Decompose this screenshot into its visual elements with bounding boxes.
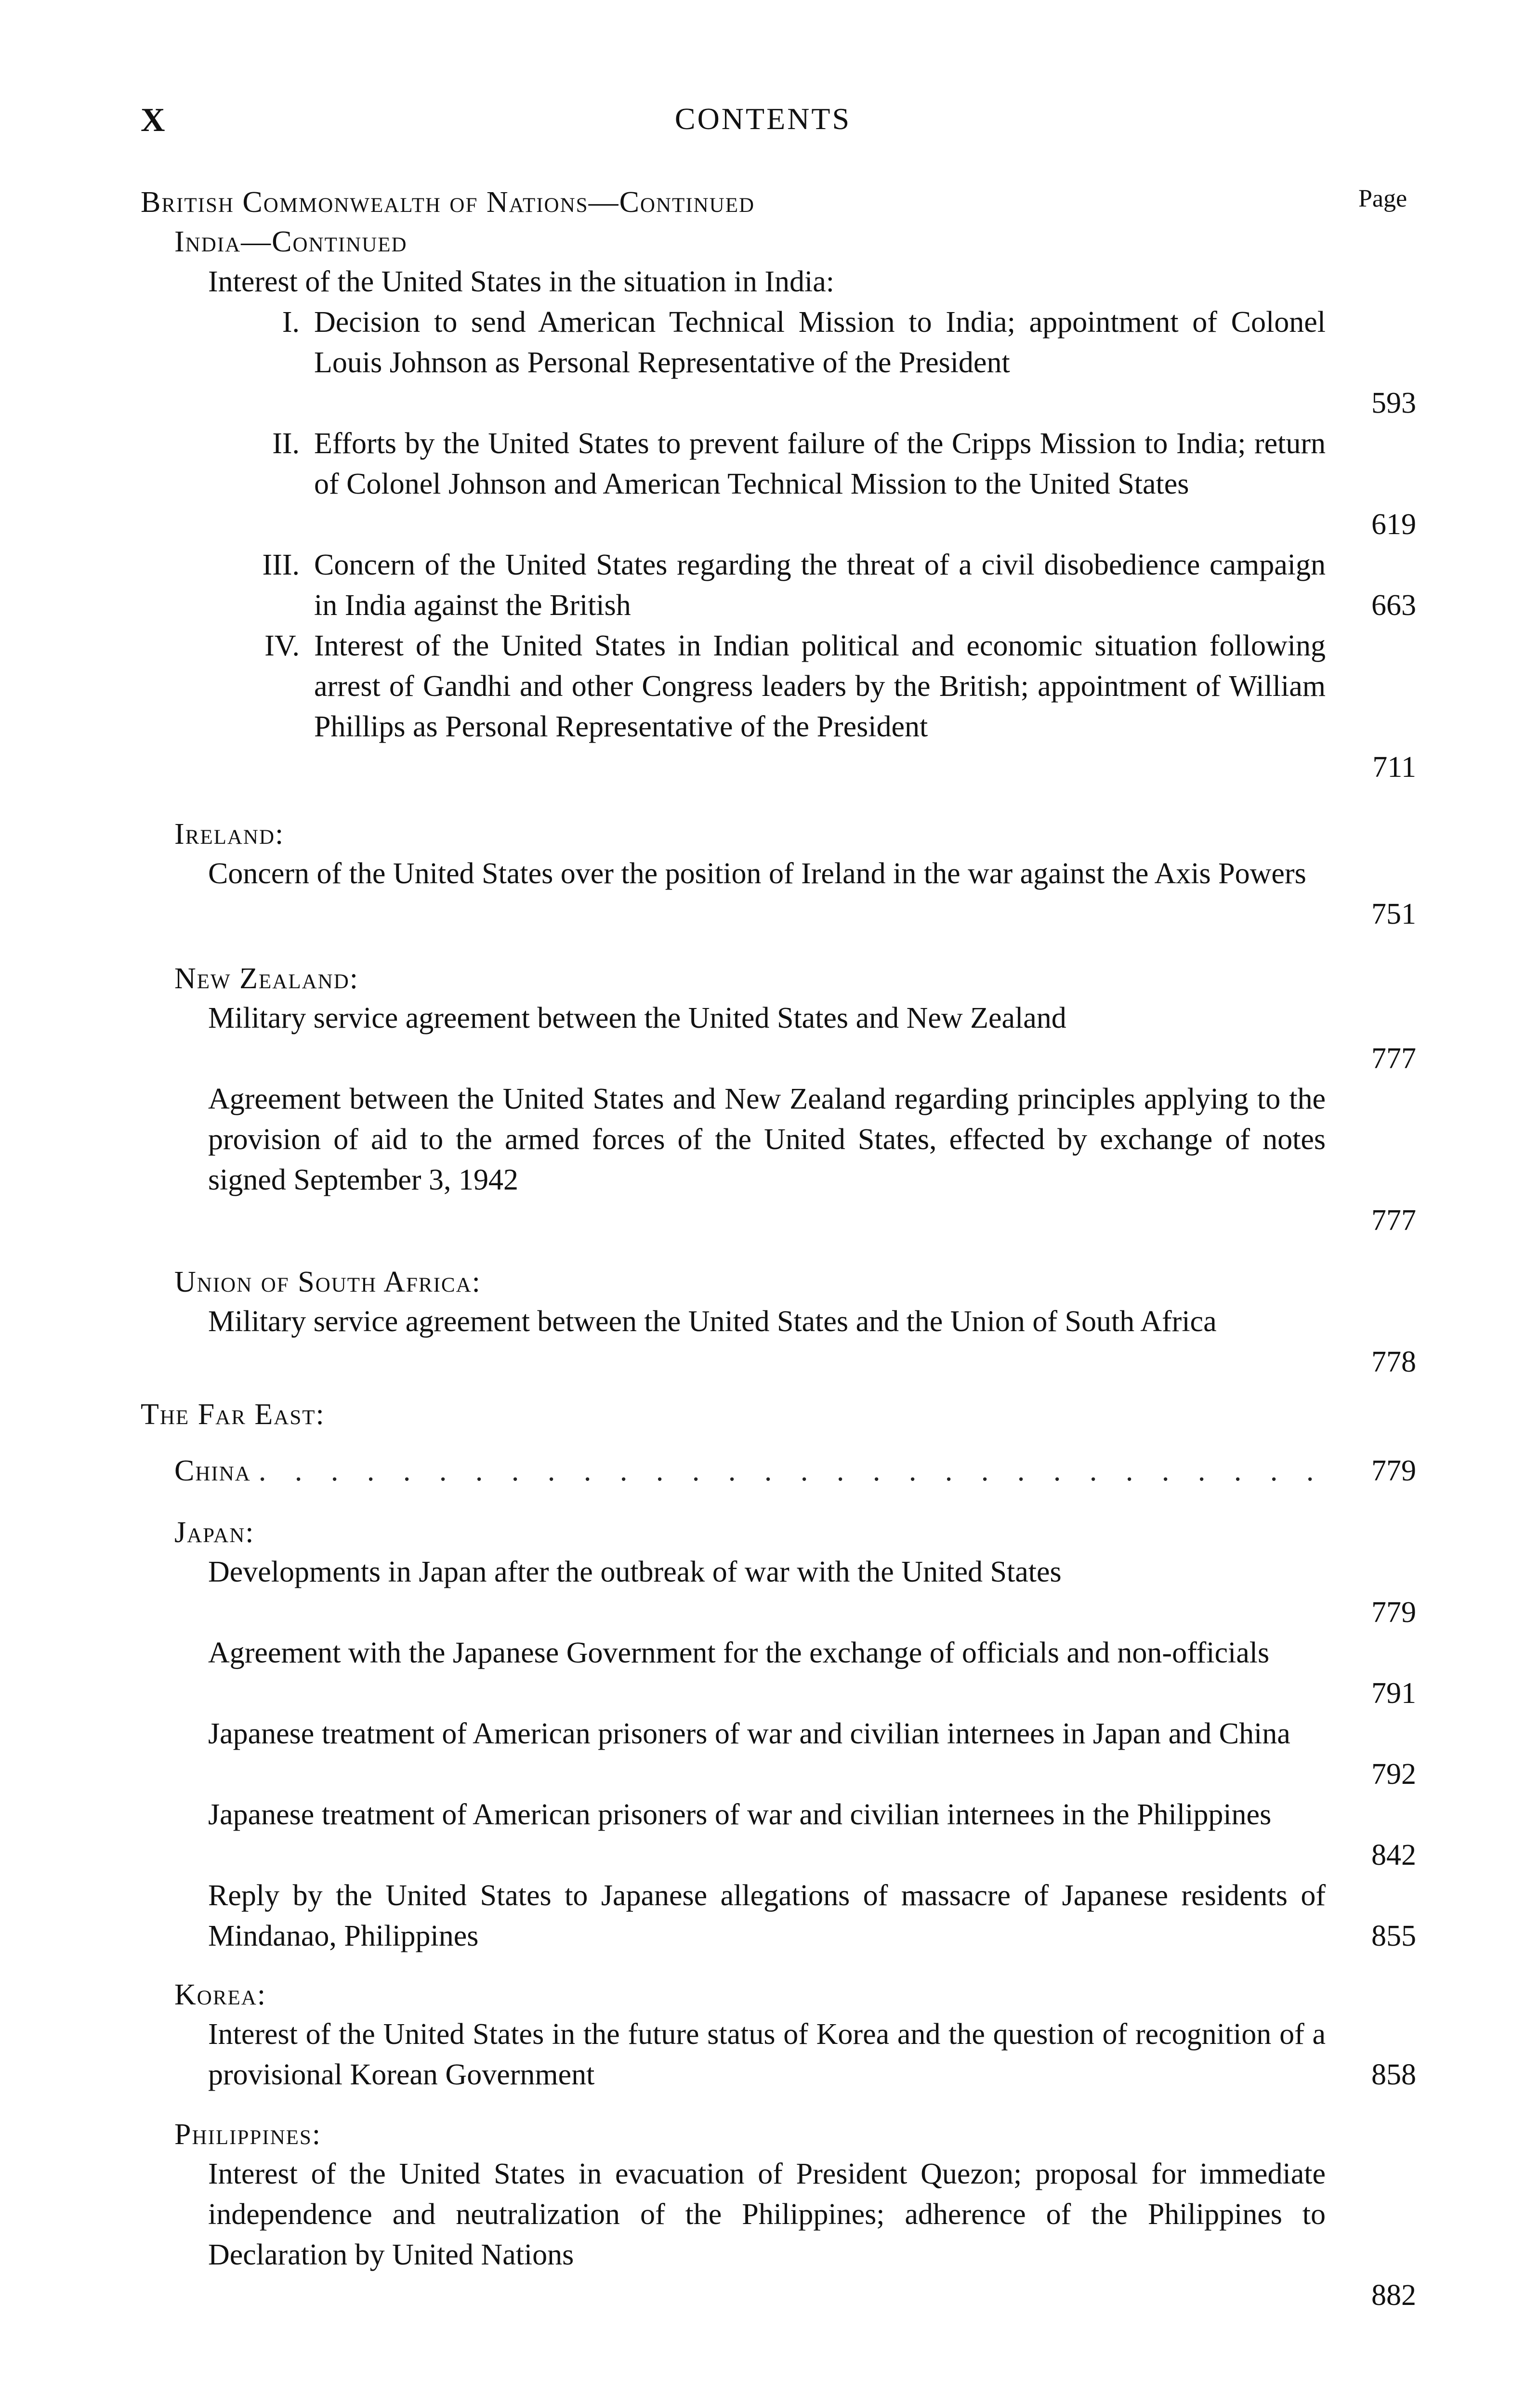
subsection-heading-new-zealand: New Zealand: bbox=[174, 962, 359, 995]
entry-numeral: II. bbox=[272, 427, 300, 460]
entry-numeral: I. bbox=[282, 306, 300, 339]
entry-page-ref: 882 bbox=[1371, 2279, 1416, 2312]
running-title: CONTENTS bbox=[674, 102, 852, 136]
india-intro: Interest of the United States in the situation in India: bbox=[208, 265, 835, 298]
entry-page-ref: 711 bbox=[1372, 751, 1416, 784]
toc-entry-south-africa-1[interactable] bbox=[208, 1301, 1326, 1382]
entry-text: Interest of the United States in evacuation of President Quezon; proposal for immediate independence and neutralization of the Philippines; adherence of the Philippines to Declaration by United Nations bbox=[208, 2158, 1326, 2271]
entry-page-ref: 593 bbox=[1371, 387, 1416, 419]
entry-page-ref: 777 bbox=[1371, 1204, 1416, 1237]
entry-text: Efforts by the United States to prevent failure of the Cripps Mission to India; return of Colonel Johnson and American Technical Mission to the United States bbox=[314, 427, 1326, 500]
entry-text: Reply by the United States to Japanese allegations of massacre of Japanese residents of Mindanao, Philippines bbox=[208, 1879, 1326, 1952]
page-column-label: Page bbox=[1358, 185, 1408, 212]
entry-page-ref: 779 bbox=[1371, 1596, 1416, 1629]
entry-page-ref: 842 bbox=[1371, 1839, 1416, 1871]
entry-text: Developments in Japan after the outbreak of war with the United States bbox=[208, 1556, 1062, 1588]
entry-page-ref: 858 bbox=[1371, 2058, 1416, 2091]
entry-page-ref: 619 bbox=[1371, 508, 1416, 541]
entry-page-ref: 751 bbox=[1371, 898, 1416, 930]
subsection-heading-ireland: Ireland: bbox=[174, 818, 285, 851]
section-heading-far-east: The Far East: bbox=[141, 1398, 325, 1431]
toc-entry-india-2[interactable] bbox=[314, 423, 1326, 545]
entry-text: Decision to send American Technical Mission to India; appointment of Colonel Louis Johnson as Personal Representative of the President bbox=[314, 306, 1326, 379]
entry-page-ref: 791 bbox=[1371, 1677, 1416, 1710]
entry-text: Concern of the United States over the position of Ireland in the war against the Axis Powers bbox=[208, 857, 1306, 890]
dot-leader bbox=[259, 1451, 1321, 1491]
subsection-heading-india: India—Continued bbox=[174, 225, 408, 258]
toc-entry-japan-5[interactable] bbox=[208, 1875, 1326, 1956]
toc-entry-new-zealand-2[interactable] bbox=[208, 1079, 1326, 1241]
toc-entry-china[interactable] bbox=[174, 1451, 1326, 1491]
toc-entry-new-zealand-1[interactable] bbox=[208, 998, 1326, 1079]
subsection-heading-philippines: Philippines: bbox=[174, 2118, 322, 2151]
entry-text: Concern of the United States regarding the threat of a civil disobedience campaign in India against the British bbox=[314, 549, 1326, 622]
entry-text: Japanese treatment of American prisoners of war and civilian internees in the Philippines bbox=[208, 1798, 1272, 1831]
subsection-heading-korea: Korea: bbox=[174, 1978, 267, 2011]
entry-text: Agreement with the Japanese Government for the exchange of officials and non-officials bbox=[208, 1636, 1270, 1669]
toc-entry-japan-2[interactable] bbox=[208, 1633, 1326, 1714]
subsection-heading-china: China bbox=[174, 1454, 251, 1487]
entry-numeral: III. bbox=[262, 549, 300, 581]
toc-entry-japan-4[interactable] bbox=[208, 1794, 1326, 1875]
entry-text: Japanese treatment of American prisoners of war and civilian internees in Japan and China bbox=[208, 1717, 1290, 1750]
page-number: X bbox=[141, 102, 165, 139]
entry-page-ref: 663 bbox=[1371, 589, 1416, 622]
entry-page-ref: 778 bbox=[1371, 1346, 1416, 1378]
toc-entry-japan-1[interactable] bbox=[208, 1552, 1326, 1633]
entry-text: Interest of the United States in Indian political and economic situation following arrest of Gandhi and other Congress leaders by the British; appointment of William Phillips as Personal Representative of the President bbox=[314, 629, 1326, 743]
toc-entry-korea-1[interactable] bbox=[208, 2014, 1326, 2095]
section-heading-british-commonwealth: British Commonwealth of Nations—Continued bbox=[141, 186, 755, 219]
entry-page-ref: 855 bbox=[1371, 1920, 1416, 1952]
entry-page-ref: 792 bbox=[1371, 1758, 1416, 1791]
subsection-heading-japan: Japan: bbox=[174, 1516, 255, 1549]
entry-text: Interest of the United States in the future status of Korea and the question of recognition of a provisional Korean Government bbox=[208, 2018, 1326, 2091]
toc-entry-japan-3[interactable] bbox=[208, 1714, 1326, 1794]
entry-page-ref: 779 bbox=[1371, 1454, 1416, 1487]
subsection-heading-south-africa: Union of South Africa: bbox=[174, 1266, 481, 1298]
toc-entry-philippines-1[interactable] bbox=[208, 2154, 1326, 2316]
toc-entry-india-4[interactable] bbox=[314, 626, 1326, 787]
toc-entry-india-1[interactable] bbox=[314, 302, 1326, 383]
entry-numeral: IV. bbox=[264, 629, 300, 662]
page-header bbox=[0, 101, 1526, 144]
entry-text: Military service agreement between the United States and the Union of South Africa bbox=[208, 1305, 1217, 1338]
toc-entry-india-3[interactable] bbox=[314, 545, 1326, 626]
entry-text: Military service agreement between the United States and New Zealand bbox=[208, 1002, 1066, 1034]
entry-text: Agreement between the United States and New Zealand regarding principles applying to the provision of aid to the armed forces of the United States, effected by exchange of notes signed September 3, 1942 bbox=[208, 1083, 1326, 1196]
entry-page-ref: 777 bbox=[1371, 1042, 1416, 1075]
toc-entry-ireland-1[interactable] bbox=[208, 853, 1326, 934]
